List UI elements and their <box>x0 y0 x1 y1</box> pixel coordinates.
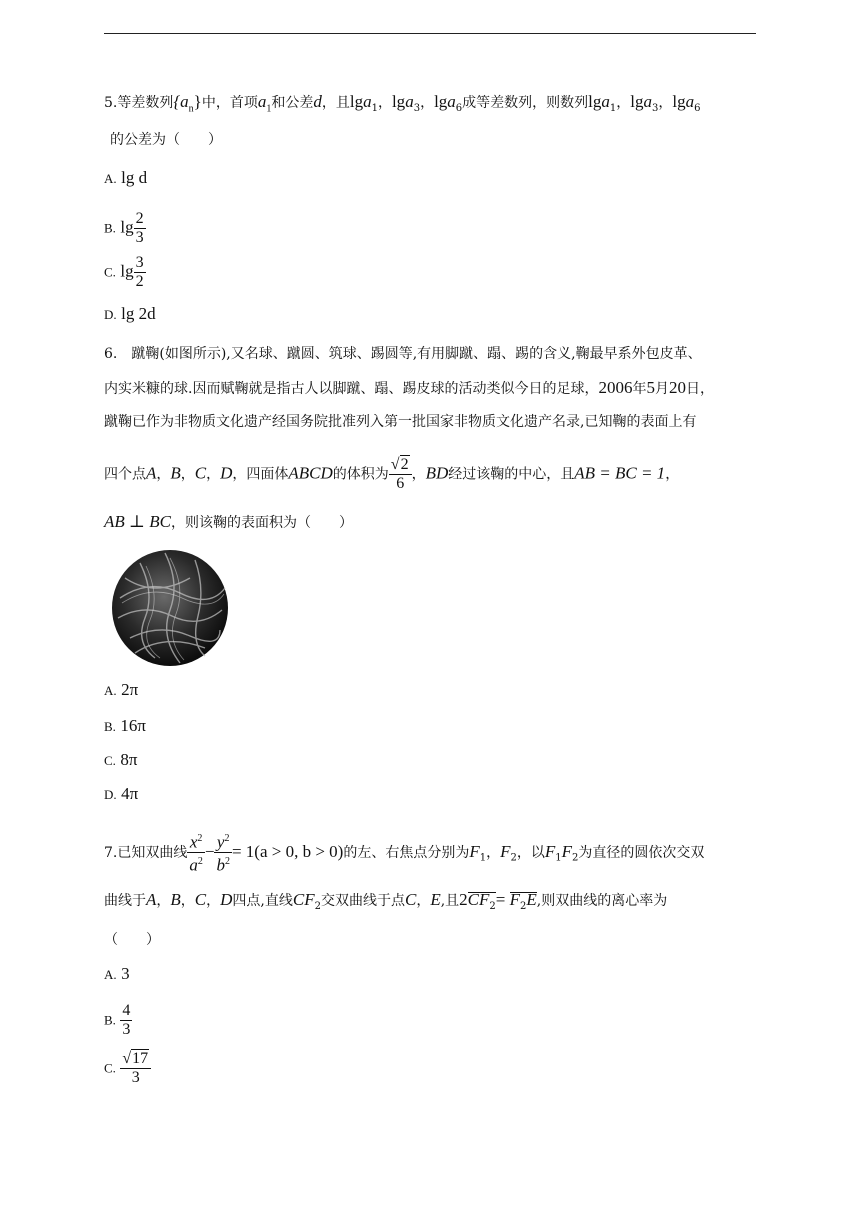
q7-option-c[interactable]: C. $\frac{√17}{3}$ <box>104 1050 151 1087</box>
cuju-ball-image <box>110 548 230 668</box>
q5-option-b[interactable]: B. lg $\frac{2}{3}$ <box>104 210 144 246</box>
q5-option-a[interactable]: A. lg d <box>104 168 148 187</box>
q6-option-d[interactable]: D. 4π <box>104 784 139 803</box>
q6-stem-line2: 内实米糠的球.因而赋鞠就是指古人以脚蹴、蹋、踢皮球的活动类似今日的足球，2006年5月20日， <box>104 378 714 397</box>
q6-stem-line5: AB ⊥ BC，则该鞠的表面积为（ ） <box>104 512 353 531</box>
q6-stem-line1: 6. 蹴鞠(如图所示),又名球、蹴圆、筑球、踢圆等,有用脚蹴、蹋、踢的含义,鞠最早系外包皮革、 <box>104 346 702 362</box>
q7-stem-line2: 曲线于A，B，C，D四点,直线$CF_2$交双曲线于点C，E,且$2CF_2= F_2E$,则双曲线的离心率为 <box>104 890 668 912</box>
q6-stem-line4: 四个点A，B，C，D，四面体ABCD的体积为 $\frac{√2}{6}$ ，BD经过该鞠的中心，且AB = BC = 1， <box>104 456 680 492</box>
q5-stem-line2: 的公差为（ ） <box>110 132 222 148</box>
header-rule <box>104 33 756 34</box>
q5-stem-line1: 5.等差数列$\{a_n\}$中，首项$a_1$和公差d，且lga$_1$，lga$_3$，lga$_6$成等差数列，则数列lga$_1$，lga$_3$，lga$_6$ <box>104 92 701 115</box>
q6-stem-line3: 蹴鞠已作为非物质文化遗产经国务院批准列入第一批国家非物质文化遗产名录,已知鞠的表面上有 <box>104 414 697 430</box>
q5-option-c[interactable]: C. lg $\frac{3}{2}$ <box>104 254 144 290</box>
q5-option-d[interactable]: D. lg 2d <box>104 304 156 323</box>
q6-option-a[interactable]: A. 2π <box>104 680 139 699</box>
q7-option-b[interactable]: B. $\frac{4}{3}$ <box>104 1002 131 1038</box>
q6-option-c[interactable]: C. 8π <box>104 750 138 769</box>
q7-stem-line3: （ ） <box>104 932 160 948</box>
q7-stem-line1: 7.已知双曲线 $\frac{x^2}{a^2}$ − $\frac{y^2}{b^2}$ = 1(a > 0, b > 0)的左、右焦点分别为$F_1$，$F_2$，以$F_1F_2$为直径的圆依次交双 <box>104 830 704 876</box>
q6-option-b[interactable]: B. 16π <box>104 716 146 735</box>
q7-option-a[interactable]: A. 3 <box>104 964 130 983</box>
seq-symbol: $\{a_n\}$ <box>173 92 202 115</box>
